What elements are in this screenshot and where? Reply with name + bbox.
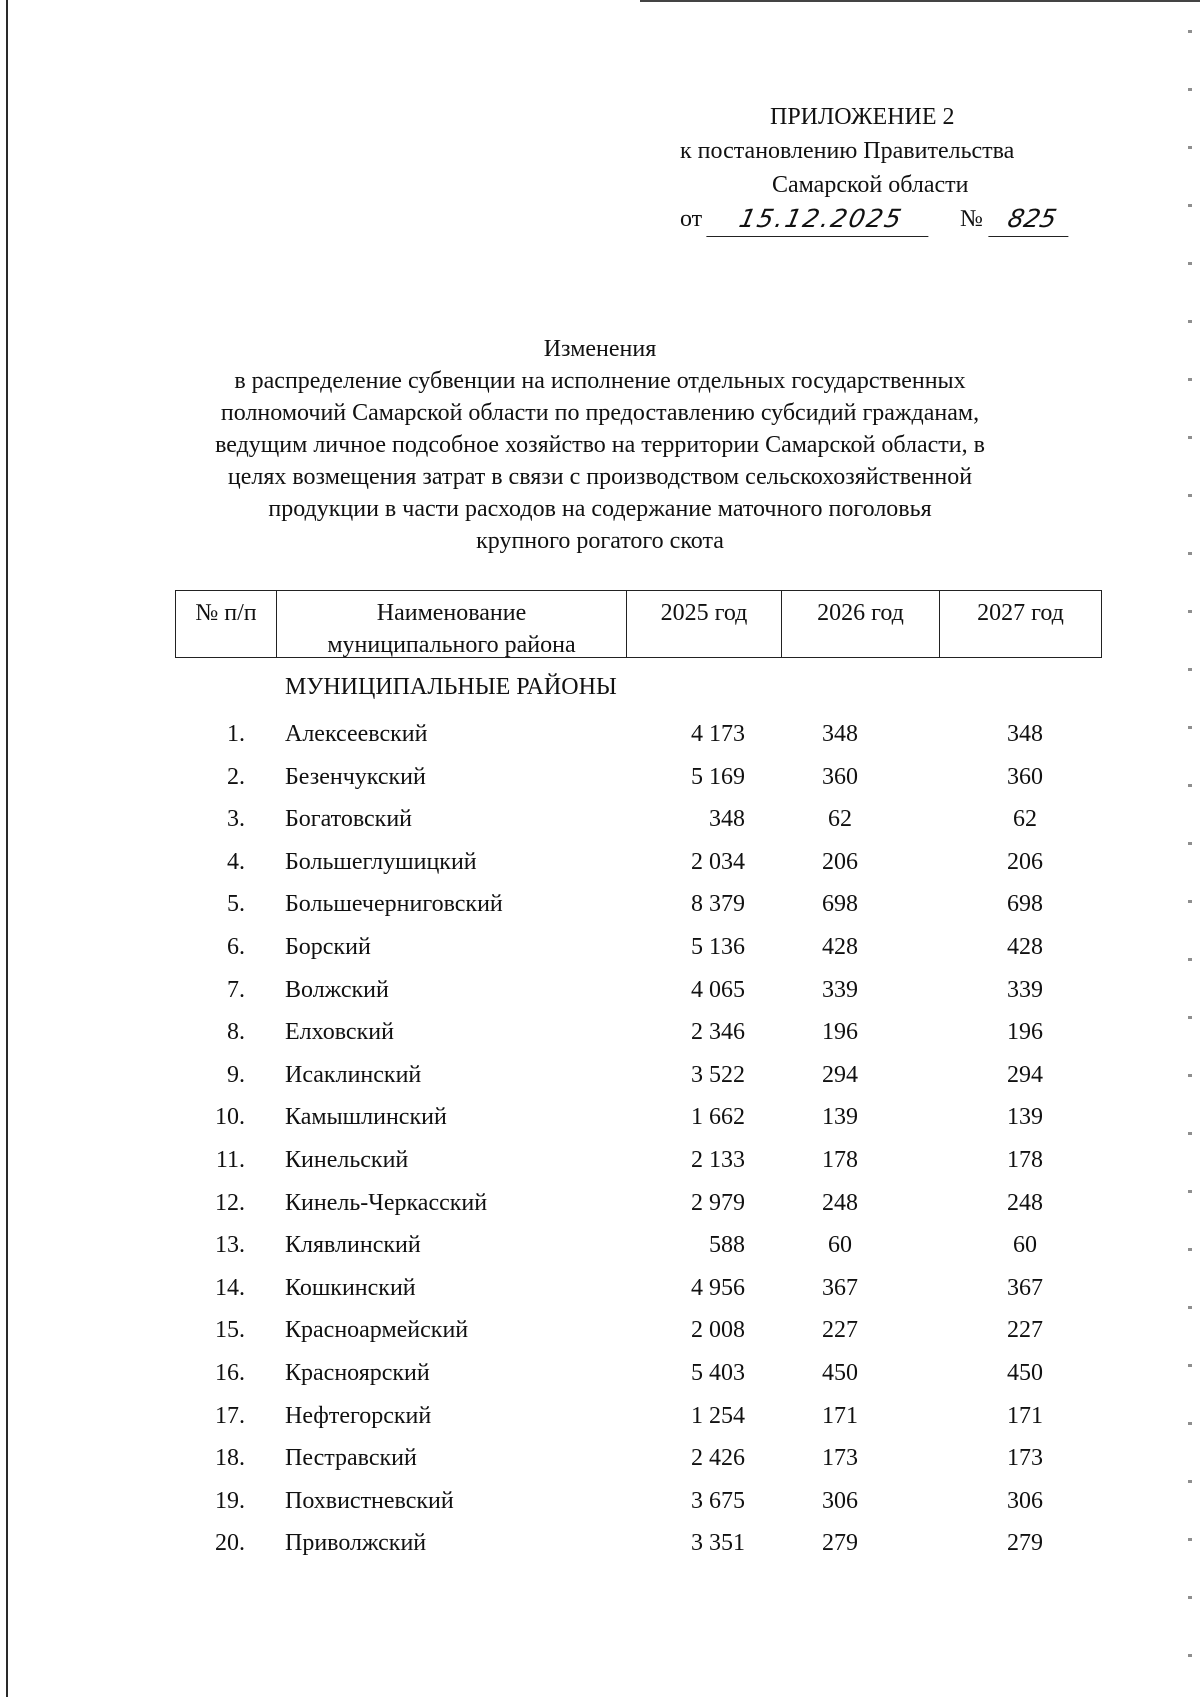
table-row [0, 1309, 1200, 1352]
row-2025: 8 379 [691, 891, 745, 918]
row-2027: 367 [1007, 1274, 1043, 1301]
row-num: 13. [215, 1232, 245, 1259]
row-district: Камышлинский [285, 1104, 447, 1131]
row-2027: 196 [1007, 1019, 1043, 1046]
row-2025: 3 351 [691, 1530, 745, 1557]
title-line: крупного рогатого скота [476, 528, 724, 554]
row-district: Пестравский [285, 1445, 417, 1472]
table-row [0, 1437, 1200, 1480]
row-2025: 2 133 [691, 1146, 745, 1173]
row-2026: 227 [822, 1317, 858, 1344]
row-num: 19. [215, 1487, 245, 1514]
row-2025: 5 169 [691, 763, 745, 790]
row-num: 18. [215, 1445, 245, 1472]
header-name [276, 591, 626, 657]
from-label: от [680, 206, 703, 232]
table-row [0, 756, 1200, 799]
row-2026: 178 [822, 1146, 858, 1173]
row-district: Кинельский [285, 1146, 409, 1173]
row-2025: 2 979 [691, 1189, 745, 1216]
row-num: 16. [215, 1359, 245, 1386]
table-row [0, 1224, 1200, 1267]
row-district: Кинель-Черкасский [285, 1189, 488, 1216]
row-2027: 306 [1007, 1487, 1043, 1514]
row-num: 4. [227, 848, 245, 875]
row-2026: 348 [822, 721, 858, 747]
title-line: целях возмещения затрат в связи с производством сельскохозяйственной [227, 464, 973, 490]
table-row [0, 841, 1200, 884]
row-2027: 173 [1007, 1445, 1043, 1472]
row-district: Богатовский [285, 806, 413, 833]
row-2025: 3 522 [691, 1061, 745, 1088]
row-2026: 367 [822, 1274, 858, 1301]
row-2025: 348 [709, 806, 745, 833]
table-row [0, 798, 1200, 841]
row-2026: 294 [822, 1061, 858, 1088]
row-2027: 248 [1007, 1189, 1043, 1216]
row-2027: 60 [1013, 1232, 1037, 1259]
row-2025: 4 065 [691, 976, 745, 1003]
row-2026: 339 [822, 976, 858, 1003]
table-row [0, 969, 1200, 1012]
table-row [0, 1054, 1200, 1097]
row-2026: 450 [822, 1359, 858, 1386]
table-body [0, 713, 1200, 1565]
row-2027: 62 [1013, 806, 1037, 833]
row-district: Большечерниговский [285, 891, 503, 918]
row-num: 2. [227, 763, 245, 790]
row-2027: 698 [1007, 891, 1043, 918]
row-num: 5. [227, 891, 245, 918]
row-2027: 360 [1007, 763, 1043, 790]
row-2025: 5 403 [691, 1359, 745, 1386]
row-2027: 450 [1007, 1359, 1043, 1386]
table-row [0, 1096, 1200, 1139]
header-2026: 2026 год [781, 591, 939, 657]
row-district: Алексеевский [285, 721, 428, 747]
row-2027: 178 [1007, 1146, 1043, 1173]
row-2027: 171 [1007, 1402, 1043, 1429]
row-district: Борский [285, 933, 371, 960]
title-heading: Изменения [543, 336, 657, 362]
title-line: полномочий Самарской области по предоставлению субсидий гражданам, [220, 400, 980, 426]
row-2026: 306 [822, 1487, 858, 1514]
row-2026: 428 [822, 933, 858, 960]
header-2025: 2025 год [626, 591, 781, 657]
row-2025: 5 136 [691, 933, 745, 960]
row-2025: 588 [709, 1232, 745, 1259]
section-heading: МУНИЦИПАЛЬНЫЕ РАЙОНЫ [285, 674, 617, 700]
row-2026: 279 [822, 1530, 858, 1557]
table-row [0, 1182, 1200, 1225]
scan-border-top [640, 0, 1200, 2]
row-2027: 339 [1007, 976, 1043, 1003]
title-line: продукции в части расходов на содержание маточного поголовья [268, 496, 932, 522]
table-row [0, 883, 1200, 926]
row-num: 12. [215, 1189, 245, 1216]
decree-date: 15.12.2025 [706, 202, 935, 237]
title-line: ведущим личное подсобное хозяйство на территории Самарской области, в [215, 432, 985, 458]
row-2027: 279 [1007, 1530, 1043, 1557]
row-2026: 698 [822, 891, 858, 918]
row-2025: 2 346 [691, 1019, 745, 1046]
row-district: Исаклинский [285, 1061, 422, 1088]
row-district: Кошкинский [285, 1274, 416, 1301]
row-2025: 4 956 [691, 1274, 745, 1301]
row-district: Красноярский [285, 1359, 430, 1386]
document-title [150, 333, 1050, 557]
row-2027: 428 [1007, 933, 1043, 960]
header-2027: 2027 год [939, 591, 1101, 657]
header-name-line1: Наименование [376, 600, 527, 626]
row-2026: 62 [828, 806, 852, 833]
row-2025: 2 034 [691, 848, 745, 875]
row-2025: 1 662 [691, 1104, 745, 1131]
table-row [0, 1267, 1200, 1310]
table-row [0, 926, 1200, 969]
number-label: № [960, 206, 983, 232]
row-district: Похвистневский [285, 1487, 454, 1514]
row-num: 3. [227, 806, 245, 833]
appendix-region-line: Самарской области [772, 172, 969, 198]
row-2027: 206 [1007, 848, 1043, 875]
appendix-decree-line: к постановлению Правительства [680, 138, 1015, 164]
row-2027: 227 [1007, 1317, 1043, 1344]
row-num: 7. [227, 976, 245, 1003]
row-2026: 171 [822, 1402, 858, 1429]
row-num: 8. [227, 1019, 245, 1046]
row-2027: 294 [1007, 1061, 1043, 1088]
table-row [0, 1522, 1200, 1565]
row-num: 1. [227, 721, 245, 747]
row-2027: 348 [1007, 721, 1043, 747]
row-2026: 360 [822, 763, 858, 790]
row-num: 17. [215, 1402, 245, 1429]
row-district: Приволжский [285, 1530, 427, 1557]
table-row [0, 713, 1200, 756]
row-num: 14. [215, 1274, 245, 1301]
row-num: 6. [227, 933, 245, 960]
row-district: Нефтегорский [285, 1402, 432, 1429]
row-2025: 1 254 [691, 1402, 745, 1429]
row-2026: 60 [828, 1232, 852, 1259]
table-row [0, 1011, 1200, 1054]
row-2026: 173 [822, 1445, 858, 1472]
header-num: № п/п [195, 600, 257, 626]
row-2026: 206 [822, 848, 858, 875]
row-2025: 2 426 [691, 1445, 745, 1472]
row-num: 9. [227, 1061, 245, 1088]
row-2026: 248 [822, 1189, 858, 1216]
appendix-block [680, 100, 1080, 242]
appendix-date-line [680, 202, 1080, 242]
table-row [0, 1395, 1200, 1438]
row-2026: 196 [822, 1019, 858, 1046]
decree-number: 825 [988, 202, 1075, 237]
title-line: в распределение субвенции на исполнение отдельных государственных [234, 368, 966, 394]
row-district: Красноармейский [285, 1317, 469, 1344]
row-num: 15. [215, 1317, 245, 1344]
table-row [0, 1480, 1200, 1523]
row-2025: 3 675 [691, 1487, 745, 1514]
row-num: 20. [215, 1530, 245, 1557]
row-num: 11. [215, 1146, 245, 1173]
row-district: Безенчукский [285, 763, 426, 790]
row-district: Волжский [285, 976, 389, 1003]
row-2027: 139 [1007, 1104, 1043, 1131]
header-name-line2: муниципального района [327, 632, 576, 658]
table-header [175, 590, 1102, 658]
row-2025: 2 008 [691, 1317, 745, 1344]
table-row [0, 1352, 1200, 1395]
table-row [0, 1139, 1200, 1182]
row-district: Клявлинский [285, 1232, 421, 1259]
row-2026: 139 [822, 1104, 858, 1131]
row-district: Елховский [285, 1019, 394, 1046]
row-num: 10. [215, 1104, 245, 1131]
row-district: Большеглушицкий [285, 848, 477, 875]
row-2025: 4 173 [691, 721, 745, 747]
appendix-title: ПРИЛОЖЕНИЕ 2 [770, 104, 955, 130]
